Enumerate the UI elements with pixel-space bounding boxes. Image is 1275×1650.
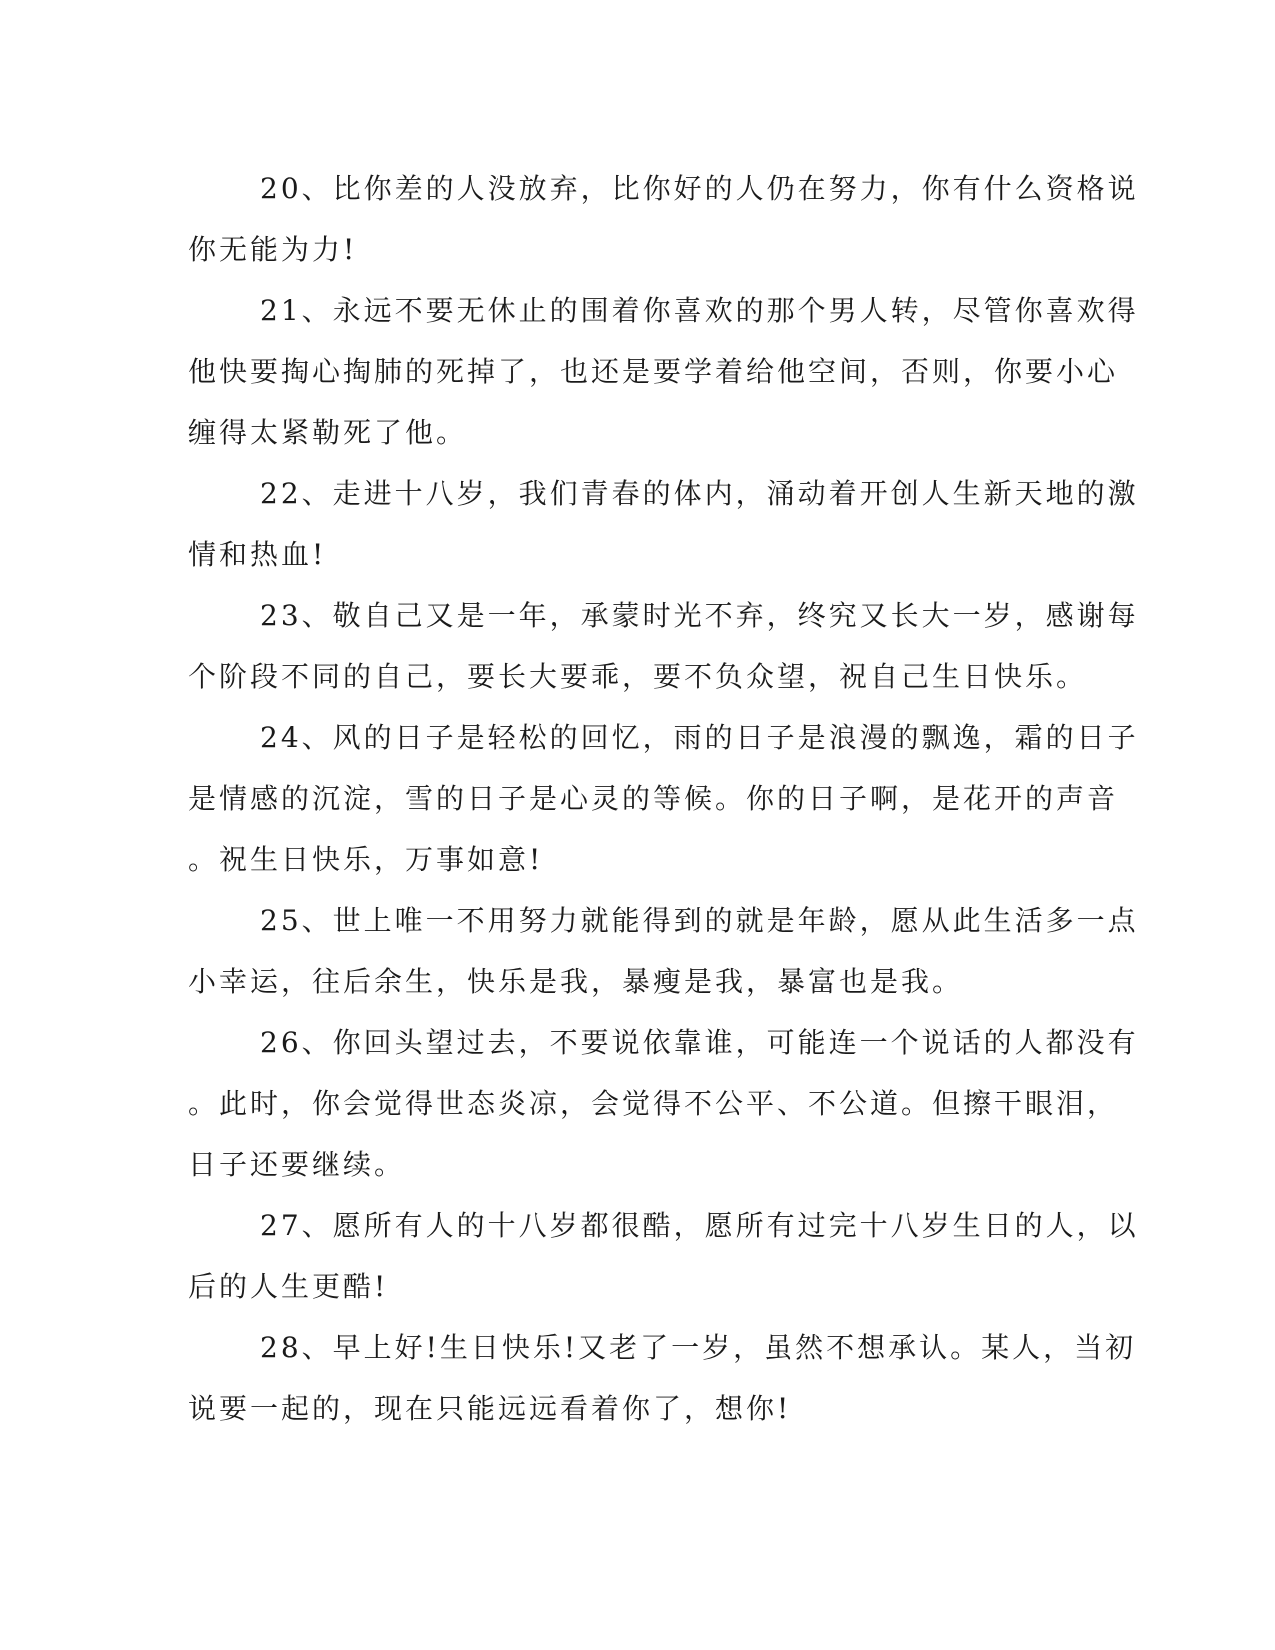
paragraph-line: 情和热血! xyxy=(188,538,327,571)
paragraph-line: 日子还要继续。 xyxy=(188,1148,406,1181)
paragraph-line: 。此时，你会觉得世态炎凉，会觉得不公平、不公道。但擦干眼泪， xyxy=(188,1087,1119,1120)
paragraph-line: 你无能为力! xyxy=(188,233,358,266)
paragraph xyxy=(188,1195,1139,1317)
paragraph-line: 小幸运，往后余生，快乐是我，暴瘦是我，暴富也是我。 xyxy=(188,965,964,998)
paragraph xyxy=(188,585,1139,707)
paragraph-line: 是情感的沉淀，雪的日子是心灵的等候。你的日子啊，是花开的声音 xyxy=(188,782,1119,815)
paragraph-line: 28、早上好!生日快乐!又老了一岁，虽然不想承认。某人，当初 xyxy=(260,1331,1137,1364)
paragraph xyxy=(188,1317,1137,1439)
paragraph xyxy=(188,280,1139,463)
paragraph-line: 27、愿所有人的十八岁都很酷，愿所有过完十八岁生日的人，以 xyxy=(260,1209,1139,1242)
paragraph-line: 24、风的日子是轻松的回忆，雨的日子是浪漫的飘逸，霜的日子 xyxy=(260,721,1139,754)
paragraph-line: 他快要掏心掏肺的死掉了，也还是要学着给他空间，否则，你要小心 xyxy=(188,355,1119,388)
paragraph-line: 26、你回头望过去，不要说依靠谁，可能连一个说话的人都没有 xyxy=(260,1026,1139,1059)
document-body xyxy=(188,158,1139,1439)
paragraph xyxy=(188,890,1139,1012)
paragraph xyxy=(188,1012,1139,1195)
paragraph-line: 23、敬自己又是一年，承蒙时光不弃，终究又长大一岁，感谢每 xyxy=(260,599,1139,632)
paragraph xyxy=(188,707,1139,890)
paragraph-line: 21、永远不要无休止的围着你喜欢的那个男人转，尽管你喜欢得 xyxy=(260,294,1139,327)
paragraph xyxy=(188,463,1139,585)
paragraph-line: 个阶段不同的自己，要长大要乖，要不负众望，祝自己生日快乐。 xyxy=(188,660,1088,693)
paragraph-line: 22、走进十八岁，我们青春的体内，涌动着开创人生新天地的激 xyxy=(260,477,1139,510)
paragraph-line: 。祝生日快乐，万事如意! xyxy=(188,843,544,876)
paragraph xyxy=(188,158,1139,280)
paragraph-line: 缠得太紧勒死了他。 xyxy=(188,416,468,449)
paragraph-line: 25、世上唯一不用努力就能得到的就是年龄，愿从此生活多一点 xyxy=(260,904,1139,937)
paragraph-line: 20、比你差的人没放弃，比你好的人仍在努力，你有什么资格说 xyxy=(260,172,1139,205)
paragraph-line: 后的人生更酷! xyxy=(188,1270,389,1303)
paragraph-line: 说要一起的，现在只能远远看着你了，想你! xyxy=(188,1392,792,1425)
